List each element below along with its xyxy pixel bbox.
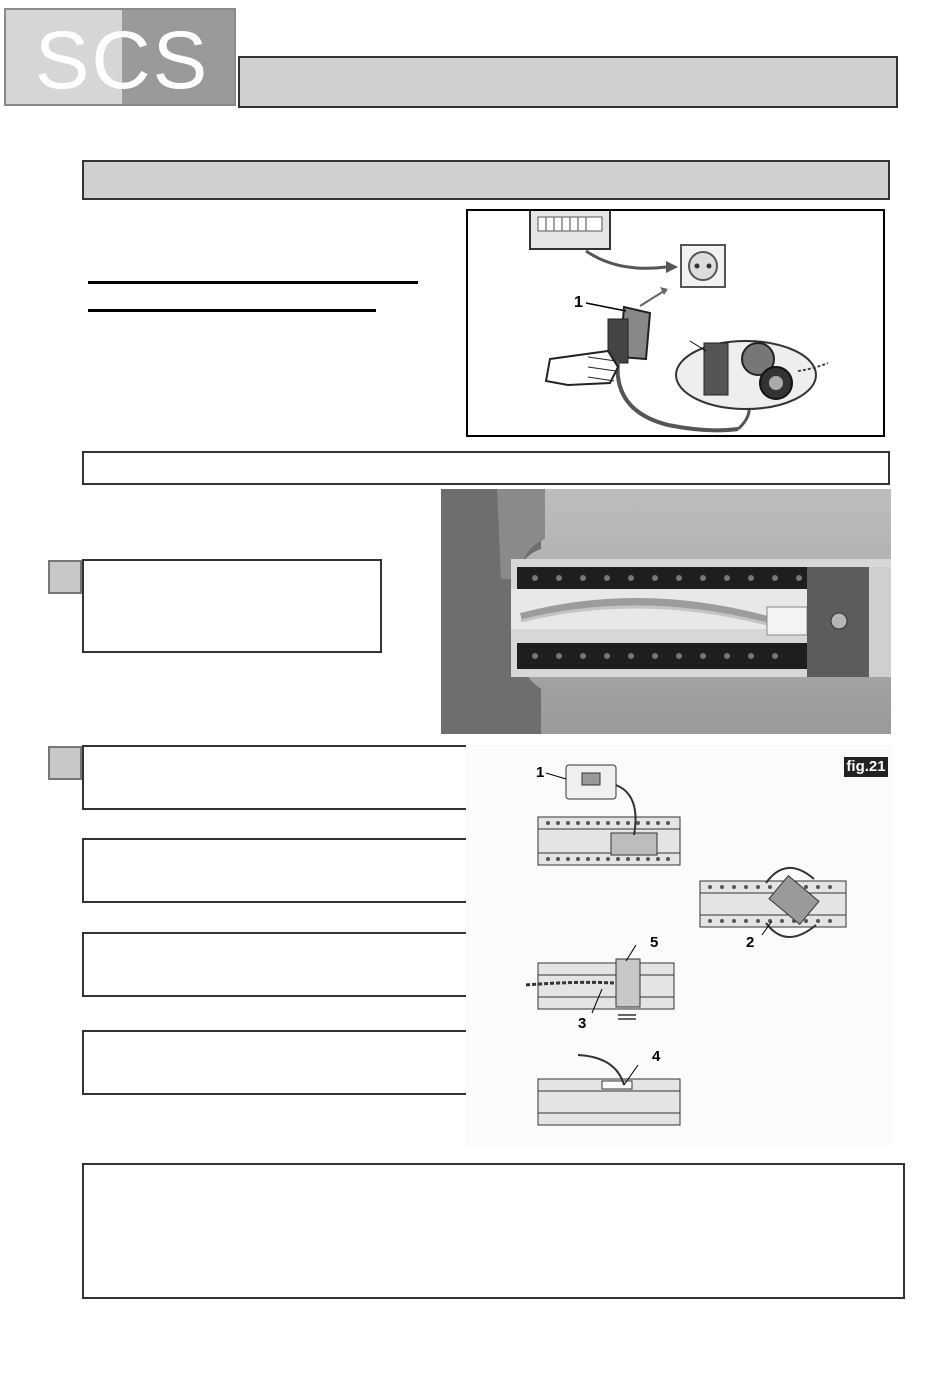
- instruction-box: [82, 1030, 506, 1095]
- section-title-bar: [82, 160, 890, 200]
- instruction-box: [82, 745, 506, 810]
- step-marker: [48, 746, 82, 780]
- fig21-callout-1: 1: [536, 764, 545, 781]
- instruction-box: [82, 932, 506, 997]
- note-box: [82, 1163, 905, 1299]
- step-marker: [48, 560, 82, 594]
- fig21-callout-3: 3: [578, 1015, 587, 1032]
- rail-photo: [441, 489, 891, 734]
- fig21-callout-4: 4: [652, 1048, 661, 1065]
- fig21-label: fig.21: [844, 757, 888, 777]
- section-title-bar: [82, 451, 890, 485]
- instruction-box: [82, 559, 382, 653]
- instruction-box: [82, 838, 506, 903]
- power-disconnect-figure: [466, 209, 885, 437]
- rail-cable-photo: [441, 489, 891, 734]
- fig21-callout-2: 2: [746, 934, 755, 951]
- scs-logo: [4, 8, 236, 106]
- power-disconnect-illustration: [468, 211, 885, 437]
- logo-text: SCS: [34, 15, 210, 106]
- underline-rule: [88, 309, 376, 312]
- underline-rule: [88, 281, 418, 284]
- page-header-bar: [238, 56, 898, 108]
- fig21-callout-5: 5: [650, 934, 659, 951]
- fig21-drawing: [466, 745, 892, 1145]
- callout-1: 1: [574, 294, 583, 311]
- fig21-illustration: [466, 745, 892, 1145]
